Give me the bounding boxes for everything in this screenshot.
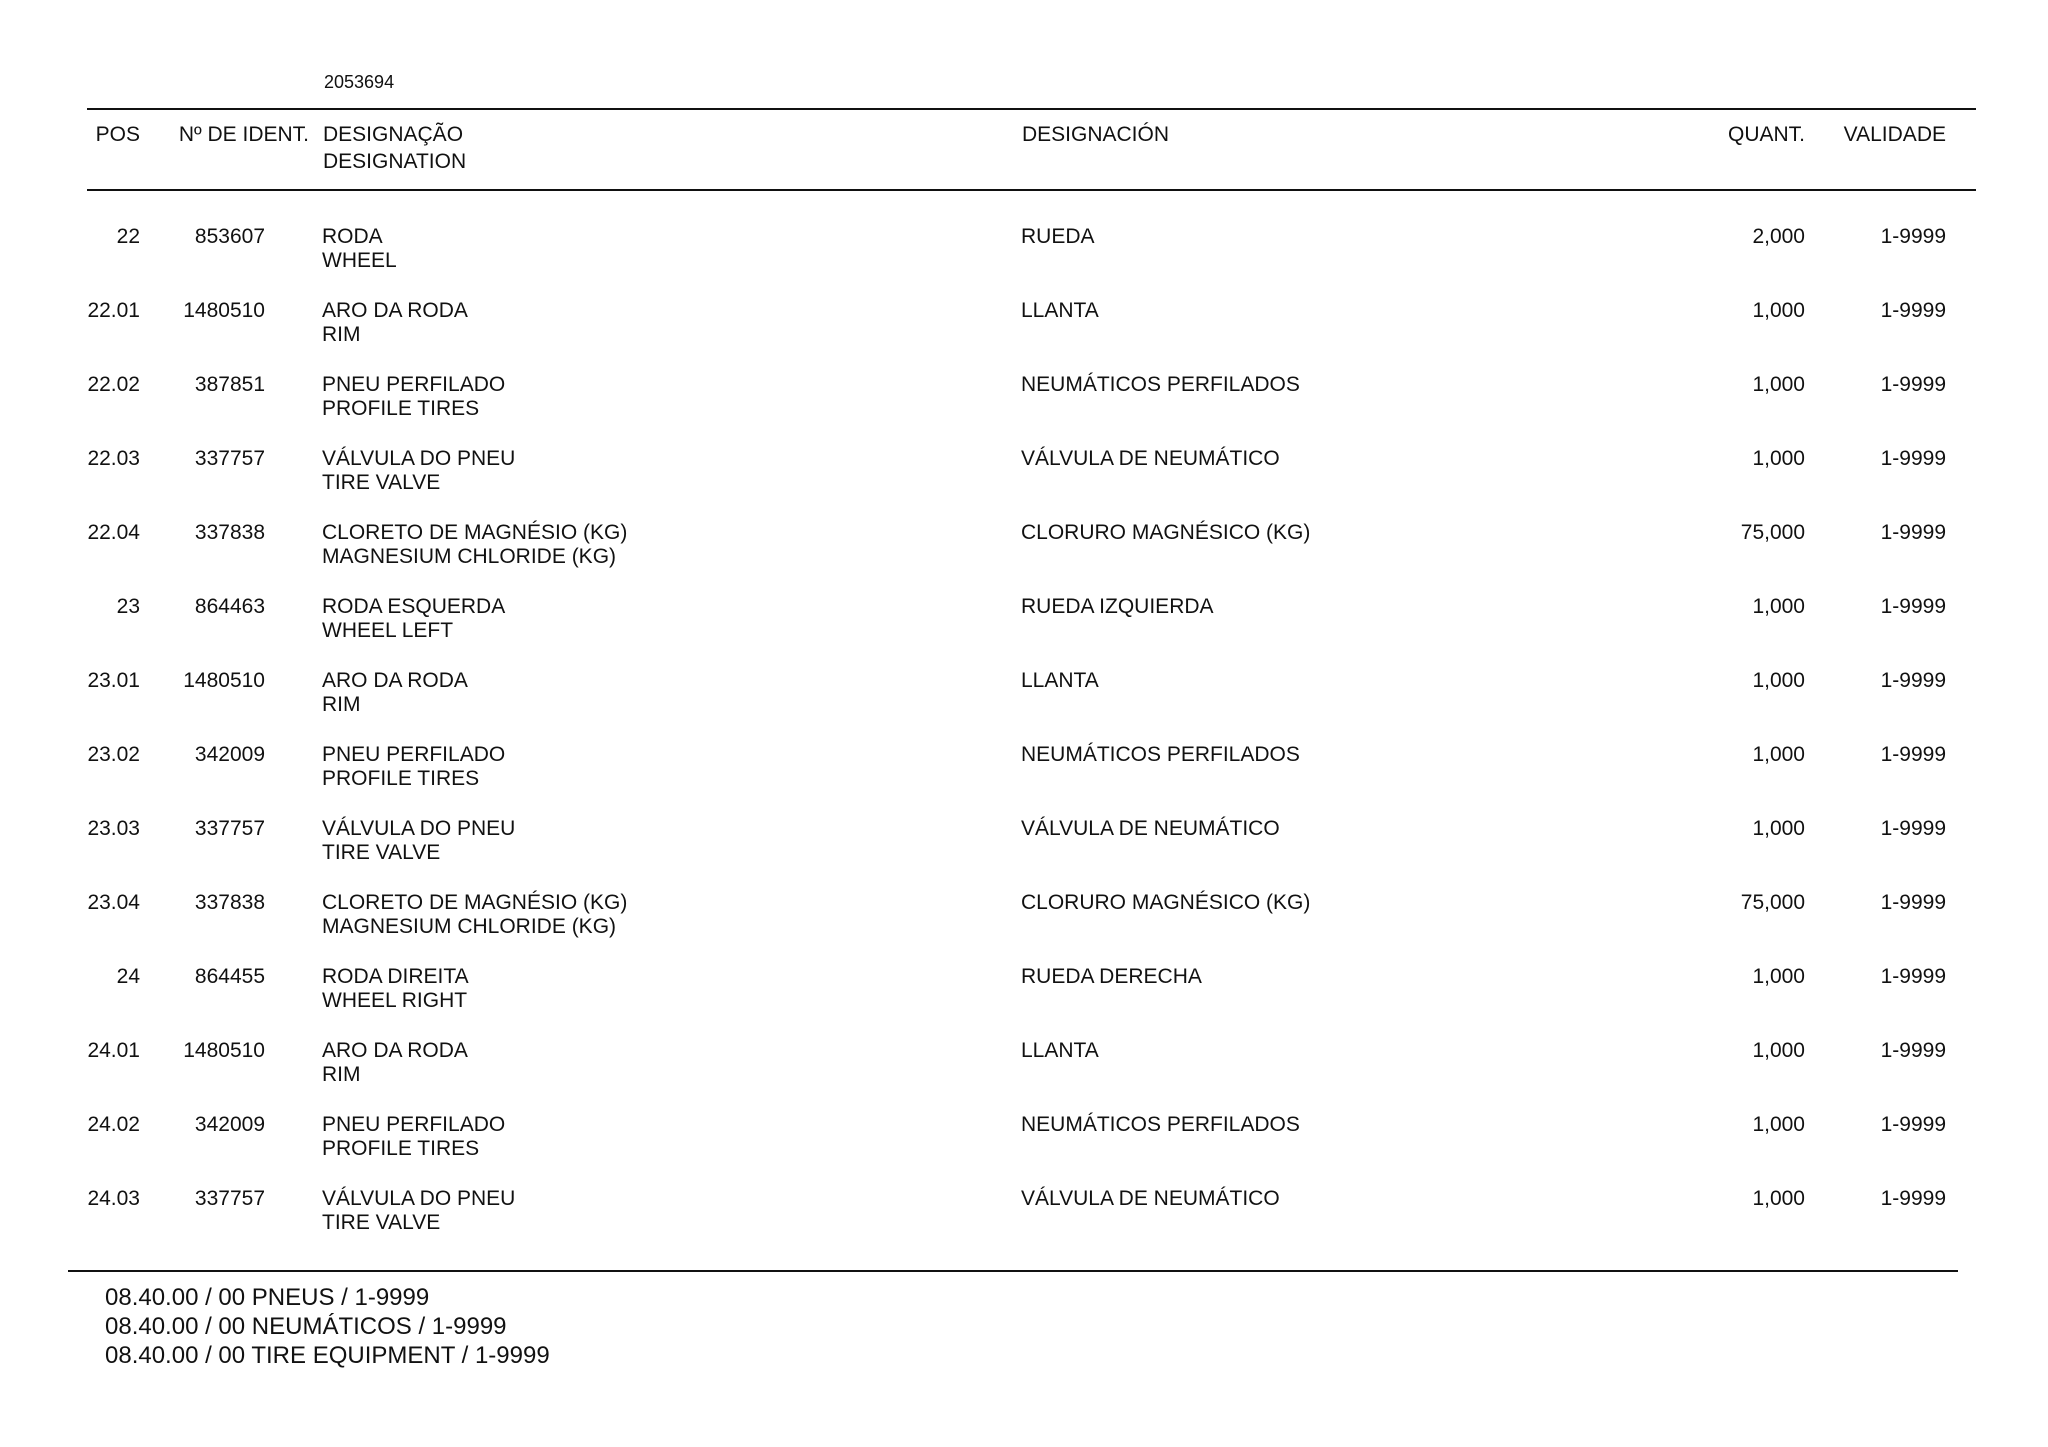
row-pos: 23.03 [87, 817, 140, 840]
row-ident: 337757 [194, 447, 265, 470]
row-validade: 1-9999 [1880, 817, 1946, 840]
row-designacao: ARO DA RODA [322, 299, 468, 322]
footer-rule [68, 1270, 1958, 1272]
row-designacion: CLORURO MAGNÉSICO (KG) [1021, 891, 1311, 914]
row-designacao: RODA DIREITA [322, 965, 469, 988]
row-pos: 23.01 [87, 669, 140, 692]
row-validade: 1-9999 [1880, 1113, 1946, 1136]
row-quantity: 1,000 [1752, 595, 1805, 618]
row-quantity: 1,000 [1752, 1039, 1805, 1062]
row-designation: MAGNESIUM CHLORIDE (KG) [322, 545, 617, 568]
row-designacao: VÁLVULA DO PNEU [322, 447, 516, 470]
row-pos: 23.04 [87, 891, 140, 914]
row-designation: TIRE VALVE [322, 841, 441, 864]
row-pos: 23.02 [87, 743, 140, 766]
row-validade: 1-9999 [1880, 743, 1946, 766]
table-row [0, 298, 2048, 372]
row-designation: RIM [322, 323, 361, 346]
table-row [0, 446, 2048, 520]
row-designation: PROFILE TIRES [322, 767, 480, 790]
row-ident: 337757 [194, 817, 265, 840]
row-pos: 24.03 [87, 1187, 140, 1210]
row-designacao: CLORETO DE MAGNÉSIO (KG) [322, 891, 628, 914]
row-pos: 22 [116, 225, 140, 248]
row-designation: WHEEL RIGHT [322, 989, 468, 1012]
row-designacion: NEUMÁTICOS PERFILADOS [1021, 743, 1300, 766]
row-designacao: PNEU PERFILADO [322, 743, 506, 766]
row-ident: 337838 [194, 891, 265, 914]
header-designacao: DESIGNAÇÃO [323, 123, 464, 146]
row-quantity: 75,000 [1740, 891, 1805, 914]
row-pos: 23 [116, 595, 140, 618]
row-designacion: LLANTA [1021, 1039, 1099, 1062]
row-ident: 853607 [194, 225, 265, 248]
row-designation: WHEEL LEFT [322, 619, 454, 642]
row-ident: 864455 [194, 965, 265, 988]
row-pos: 24.02 [87, 1113, 140, 1136]
row-ident: 337838 [194, 521, 265, 544]
footer-line-es: 08.40.00 / 00 NEUMÁTICOS / 1-9999 [105, 1313, 507, 1340]
row-quantity: 1,000 [1752, 743, 1805, 766]
row-quantity: 1,000 [1752, 965, 1805, 988]
row-designation: PROFILE TIRES [322, 1137, 480, 1160]
row-ident: 342009 [194, 1113, 265, 1136]
table-row [0, 372, 2048, 446]
row-validade: 1-9999 [1880, 669, 1946, 692]
row-pos: 22.01 [87, 299, 140, 322]
row-validade: 1-9999 [1880, 225, 1946, 248]
row-designacion: RUEDA [1021, 225, 1095, 248]
header-designation: DESIGNATION [323, 150, 467, 173]
row-quantity: 1,000 [1752, 1187, 1805, 1210]
row-ident: 1480510 [183, 669, 265, 692]
table-row [0, 964, 2048, 1038]
table-row [0, 742, 2048, 816]
row-designation: WHEEL [322, 249, 397, 272]
header-top-rule [87, 108, 1976, 110]
row-designacao: RODA [322, 225, 383, 248]
row-designation: MAGNESIUM CHLORIDE (KG) [322, 915, 617, 938]
row-validade: 1-9999 [1880, 595, 1946, 618]
row-validade: 1-9999 [1880, 965, 1946, 988]
row-designacion: VÁLVULA DE NEUMÁTICO [1021, 817, 1280, 840]
row-designation: RIM [322, 1063, 361, 1086]
row-designacao: ARO DA RODA [322, 669, 468, 692]
table-row [0, 1112, 2048, 1186]
row-designacion: VÁLVULA DE NEUMÁTICO [1021, 1187, 1280, 1210]
row-quantity: 2,000 [1752, 225, 1805, 248]
row-designacion: NEUMÁTICOS PERFILADOS [1021, 373, 1300, 396]
row-designacao: VÁLVULA DO PNEU [322, 1187, 516, 1210]
row-ident: 342009 [194, 743, 265, 766]
row-quantity: 1,000 [1752, 447, 1805, 470]
row-designacion: LLANTA [1021, 299, 1099, 322]
table-row [0, 520, 2048, 594]
row-pos: 22.02 [87, 373, 140, 396]
row-designacao: PNEU PERFILADO [322, 1113, 506, 1136]
row-validade: 1-9999 [1880, 1039, 1946, 1062]
row-quantity: 1,000 [1752, 817, 1805, 840]
row-validade: 1-9999 [1880, 299, 1946, 322]
row-pos: 24 [116, 965, 140, 988]
row-validade: 1-9999 [1880, 891, 1946, 914]
row-pos: 24.01 [87, 1039, 140, 1062]
header-ident: Nº DE IDENT. [178, 123, 309, 146]
row-designacion: RUEDA DERECHA [1021, 965, 1202, 988]
row-designacion: RUEDA IZQUIERDA [1021, 595, 1214, 618]
footer-line-en: 08.40.00 / 00 TIRE EQUIPMENT / 1-9999 [105, 1342, 550, 1369]
header-designacion: DESIGNACIÓN [1022, 123, 1170, 146]
row-ident: 387851 [194, 373, 265, 396]
row-designacao: RODA ESQUERDA [322, 595, 506, 618]
row-designacao: PNEU PERFILADO [322, 373, 506, 396]
row-designacion: NEUMÁTICOS PERFILADOS [1021, 1113, 1300, 1136]
document-number: 2053694 [324, 72, 395, 92]
row-pos: 22.04 [87, 521, 140, 544]
row-quantity: 1,000 [1752, 373, 1805, 396]
row-designation: TIRE VALVE [322, 1211, 441, 1234]
row-designacao: CLORETO DE MAGNÉSIO (KG) [322, 521, 628, 544]
row-validade: 1-9999 [1880, 447, 1946, 470]
table-row [0, 890, 2048, 964]
row-ident: 1480510 [183, 1039, 265, 1062]
table-row [0, 1038, 2048, 1112]
parts-table-body [0, 224, 2048, 1260]
row-quantity: 1,000 [1752, 1113, 1805, 1136]
row-designation: TIRE VALVE [322, 471, 441, 494]
row-ident: 337757 [194, 1187, 265, 1210]
table-row [0, 1186, 2048, 1260]
row-quantity: 75,000 [1740, 521, 1805, 544]
table-row [0, 668, 2048, 742]
row-validade: 1-9999 [1880, 373, 1946, 396]
row-validade: 1-9999 [1880, 1187, 1946, 1210]
row-designacao: VÁLVULA DO PNEU [322, 817, 516, 840]
header-bottom-rule [87, 189, 1976, 191]
table-row [0, 224, 2048, 298]
row-quantity: 1,000 [1752, 299, 1805, 322]
row-designation: RIM [322, 693, 361, 716]
row-pos: 22.03 [87, 447, 140, 470]
row-ident: 864463 [194, 595, 265, 618]
row-designacion: LLANTA [1021, 669, 1099, 692]
footer-line-pt: 08.40.00 / 00 PNEUS / 1-9999 [105, 1284, 430, 1311]
row-designacion: VÁLVULA DE NEUMÁTICO [1021, 447, 1280, 470]
row-validade: 1-9999 [1880, 521, 1946, 544]
table-row [0, 816, 2048, 890]
row-designation: PROFILE TIRES [322, 397, 480, 420]
header-pos: POS [95, 123, 140, 146]
table-row [0, 594, 2048, 668]
header-validade: VALIDADE [1843, 123, 1946, 146]
row-designacion: CLORURO MAGNÉSICO (KG) [1021, 521, 1311, 544]
row-quantity: 1,000 [1752, 669, 1805, 692]
row-designacao: ARO DA RODA [322, 1039, 468, 1062]
row-ident: 1480510 [183, 299, 265, 322]
header-quant: QUANT. [1727, 123, 1805, 146]
